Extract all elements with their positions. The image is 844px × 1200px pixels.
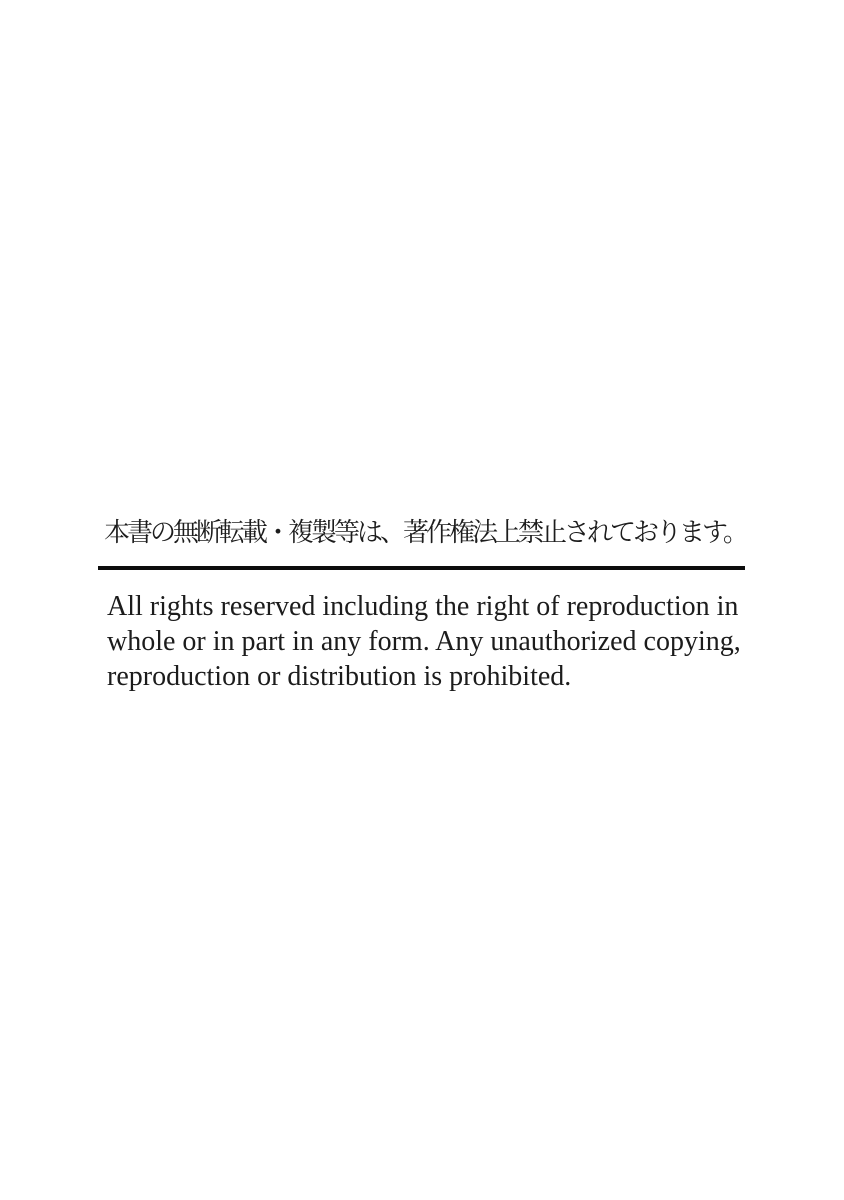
english-notice-line-1: All rights reserved including the right of reproduction in xyxy=(107,591,739,622)
japanese-copyright-notice: 本書の無断転載・複製等は、著作権法上禁止されております。 xyxy=(104,518,746,547)
english-notice-line-2: whole or in part in any form. Any unauthorized copying, xyxy=(107,626,741,657)
divider-rule xyxy=(98,566,745,570)
english-notice-line-3: reproduction or distribution is prohibited. xyxy=(107,661,572,692)
english-copyright-notice xyxy=(107,589,767,694)
